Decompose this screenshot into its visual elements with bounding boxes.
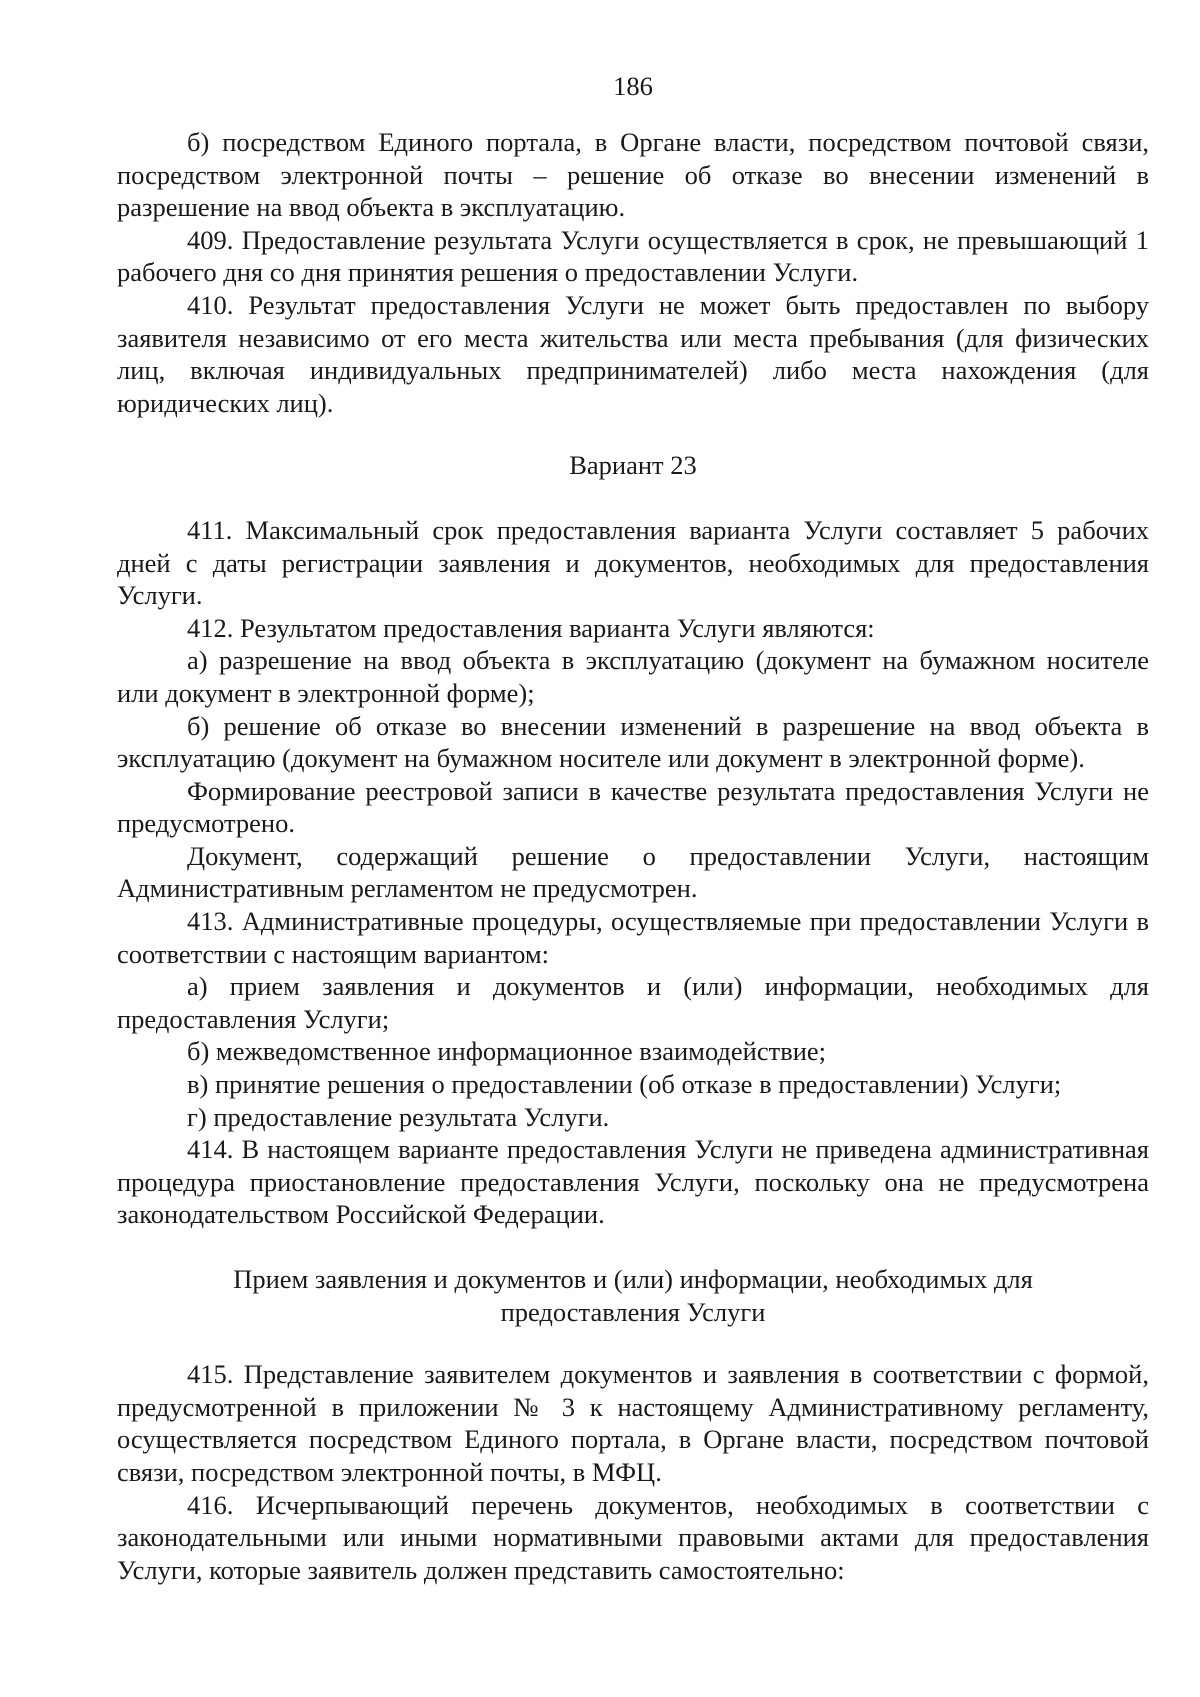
document-page bbox=[117, 70, 1149, 1586]
section-heading-reception bbox=[117, 1263, 1149, 1328]
paragraph-413: 413. Административные процедуры, осуществляемые при предоставлении Услуги в соответствии с настоящим вариантом: bbox=[117, 906, 1149, 969]
paragraph-b-result: б) посредством Единого портала, в Органе власти, посредством почтовой связи, посредством электронной почты – решение об отказе во внесении изменений в разрешение на ввод объекта в эксплуатацию. bbox=[117, 127, 1149, 223]
paragraph-413-v: в) принятие решения о предоставлении (об отказе в предоставлении) Услуги; bbox=[187, 1069, 1062, 1100]
paragraph-registry-record: Формирование реестровой записи в качестве результата предоставления Услуги не предусмотрено. bbox=[117, 775, 1149, 839]
paragraph-412-b: б) решение об отказе во внесении изменений в разрешение на ввод объекта в эксплуатацию (документ на бумажном носителе или документ в электронной форме). bbox=[117, 710, 1149, 774]
section-heading-variant-23: Вариант 23 bbox=[569, 450, 697, 481]
paragraph-414: 414. В настоящем варианте предоставления Услуги не приведена административная процедура приостановление предоставления Услуги, поскольку она не предусмотрена законодательством Российской Федерации. bbox=[117, 1134, 1149, 1230]
section-heading-reception-line-1: Прием заявления и документов и (или) информации, необходимых для bbox=[233, 1264, 1033, 1294]
paragraph-413-g: г) предоставление результата Услуги. bbox=[187, 1101, 610, 1132]
paragraph-415: 415. Представление заявителем документов и заявления в соответствии с формой, предусмотренной в приложении № 3 к настоящему Административному регламенту, осуществляется посредством Единого портала, в Органе власти, посредством почтовой связи, посредством электронной почты, в МФЦ. bbox=[117, 1359, 1149, 1487]
paragraph-413-a: а) прием заявления и документов и (или) информации, необходимых для предоставления Услуги; bbox=[117, 971, 1149, 1034]
paragraph-410: 410. Результат предоставления Услуги не может быть предоставлен по выбору заявителя независимо от его места жительства или места пребывания (для физических лиц, включая индивидуальных предпринимателей) либо места нахождения (для юридических лиц). bbox=[117, 289, 1149, 418]
paragraph-416: 416. Исчерпывающий перечень документов, необходимых в соответствии с законодательными или иными нормативными правовыми актами для предоставления Услуги, которые заявитель должен представить самостоятельно: bbox=[117, 1489, 1149, 1585]
paragraph-412: 412. Результатом предоставления варианта Услуги являются: bbox=[187, 612, 875, 643]
paragraph-411: 411. Максимальный срок предоставления варианта Услуги составляет 5 рабочих дней с даты регистрации заявления и документов, необходимых для предоставления Услуги. bbox=[117, 514, 1149, 611]
section-heading-reception-line-2: предоставления Услуги bbox=[500, 1296, 766, 1327]
paragraph-decision-document: Документ, содержащий решение о предоставлении Услуги, настоящим Административным регламентом не предусмотрен. bbox=[117, 840, 1149, 904]
paragraph-413-b: б) межведомственное информационное взаимодействие; bbox=[187, 1036, 827, 1067]
paragraph-409: 409. Предоставление результата Услуги осуществляется в срок, не превышающий 1 рабочего дня со дня принятия решения о предоставлении Услуги. bbox=[117, 224, 1149, 288]
page-number: 186 bbox=[613, 71, 653, 101]
paragraph-412-a: а) разрешение на ввод объекта в эксплуатацию (документ на бумажном носителе или документ в электронной форме); bbox=[117, 645, 1149, 708]
